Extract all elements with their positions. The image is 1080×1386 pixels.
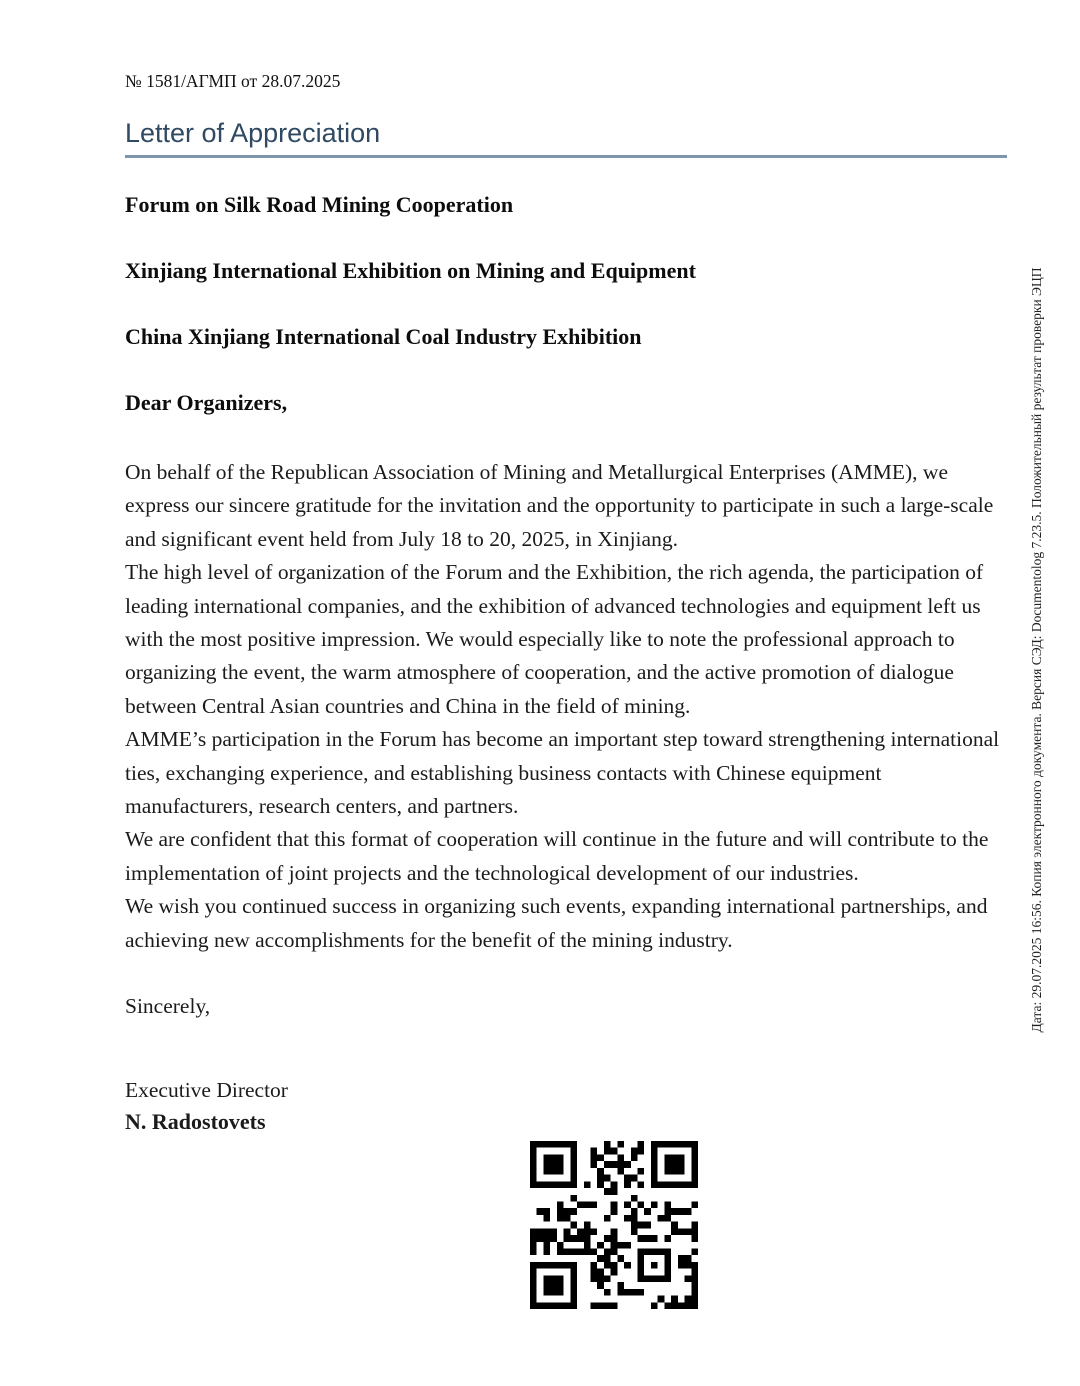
page-title: Letter of Appreciation — [125, 118, 381, 148]
signer-name: N. Radostovets — [125, 1109, 266, 1135]
event-heading-exhibition-mining: Xinjiang International Exhibition on Mining and Equipment — [125, 258, 696, 283]
valediction: Sincerely, — [125, 994, 211, 1019]
event-heading-forum: Forum on Silk Road Mining Cooperation — [125, 192, 514, 217]
event-heading-coal-exhibition: China Xinjiang International Coal Industry Exhibition — [125, 324, 642, 349]
signer-title: Executive Director — [125, 1078, 288, 1103]
paragraph-3: AMME’s participation in the Forum has become an important step toward strengthening international ties, exchanging experience, and establishing business contacts with Chinese equipment manufacturers, research centers, and partners. — [125, 727, 1000, 819]
salutation: Dear Organizers, — [125, 390, 288, 415]
title-divider — [125, 155, 1007, 158]
reference-number: № 1581/АГМП от 28.07.2025 — [125, 71, 341, 91]
paragraph-5: We wish you continued success in organizing such events, expanding international partnerships, and achieving new accomplishments for the benefit of the mining industry. — [125, 894, 988, 952]
paragraph-4: We are confident that this format of cooperation will continue in the future and will contribute to the implementation of joint projects and the technological development of our industries. — [125, 827, 989, 885]
letter-content — [125, 0, 1007, 1135]
paragraph-1: On behalf of the Republican Association of Mining and Metallurgical Enterprises (AMME), we express our sincere gratitude for the invitation and the opportunity to participate in such a large-scale and significant event held from July 18 to 20, 2025, in Xinjiang. — [125, 460, 994, 551]
qr-code — [530, 1141, 698, 1309]
paragraph-2: The high level of organization of the Forum and the Exhibition, the rich agenda, the participation of leading international companies, and the exhibition of advanced technologies and equipment left us with the most positive impression. We would especially like to note the professional approach to organizing the event, the warm atmosphere of cooperation, and the active promotion of dialogue between Central Asian countries and China in the field of mining. — [125, 560, 984, 718]
digital-signature-stamp: Дата: 29.07.2025 16:56. Копия электронного документа. Версия СЭД: Documentolog 7.23.5. Положительный результат проверки ЭЦП — [1029, 267, 1044, 1033]
event-headings — [125, 192, 1007, 416]
letter-body — [125, 456, 1007, 957]
